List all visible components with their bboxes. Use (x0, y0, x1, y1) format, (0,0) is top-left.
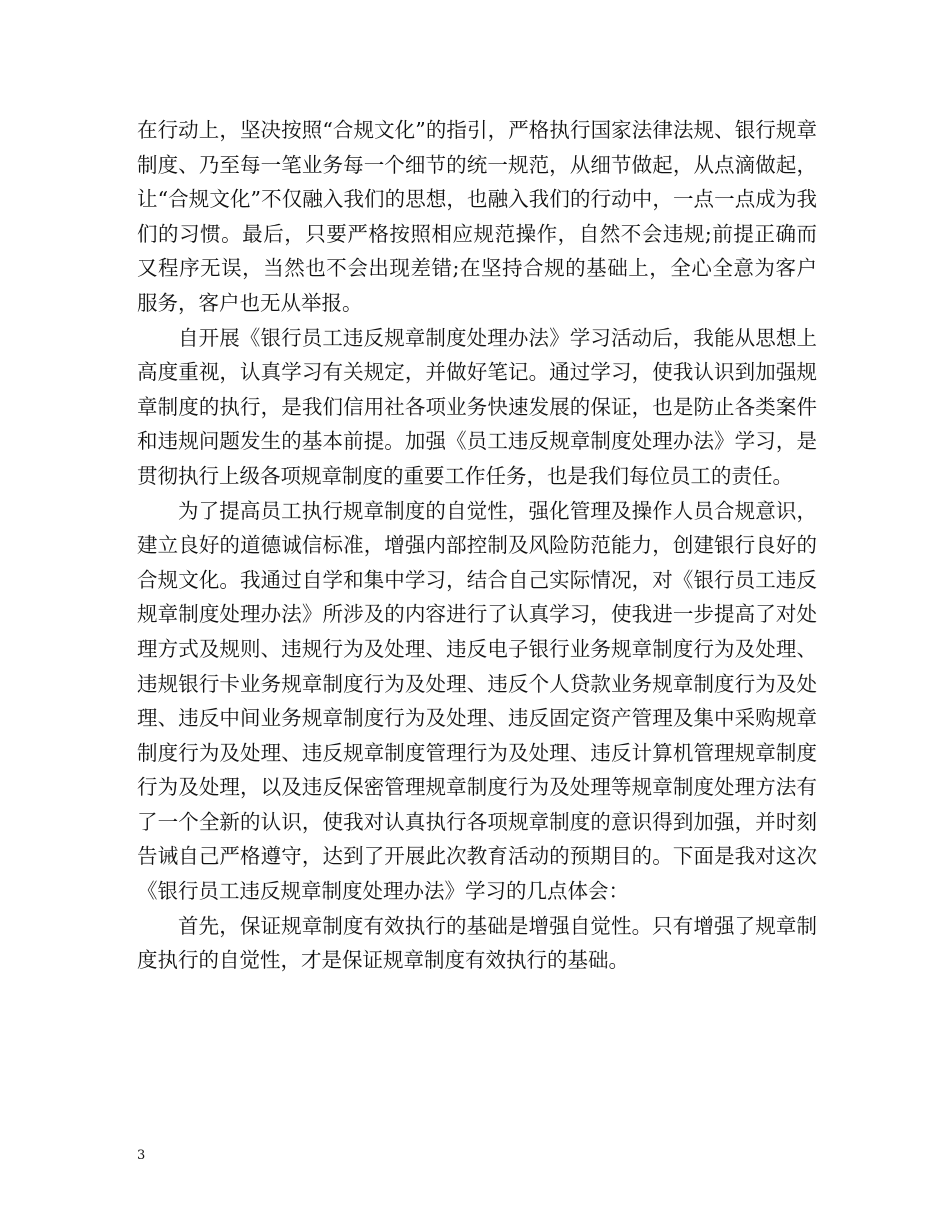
paragraph-study-activity: 自开展《银行员工违反规章制度处理办法》学习活动后，我能从思想上高度重视，认真学习有关规定，并做好笔记。通过学习，使我认识到加强规章制度的执行，是我们信用社各项业务快速发展的保证，也是防止各类案件和违规问题发生的基本前提。加强《员工违反规章制度处理办法》学习，是贯彻执行上级各项规章制度的重要工作任务，也是我们每位员工的责任。 (137, 325, 817, 488)
paragraph-compliance-awareness: 为了提高员工执行规章制度的自觉性，强化管理及操作人员合规意识，建立良好的道德诚信标准，增强内部控制及风险防范能力，创建银行良好的合规文化。我通过自学和集中学习，结合自己实际情况，对《银行员工违反规章制度处理办法》所涉及的内容进行了认真学习，使我进一步提高了对处理方式及规则、违规行为及处理、违反电子银行业务规章制度行为及处理、违规银行卡业务规章制度行为及处理、违反个人贷款业务规章制度行为及处理、违反中间业务规章制度行为及处理、违反固定资产管理及集中采购规章制度行为及处理、违反规章制度管理行为及处理、违反计算机管理规章制度行为及处理，以及违反保密管理规章制度行为及处理等规章制度处理方法有了一个全新的认识，使我对认真执行各项规章制度的意识得到加强，并时刻告诫自己严格遵守，达到了开展此次教育活动的预期目的。下面是我对这次《银行员工违反规章制度处理办法》学习的几点体会： (137, 498, 817, 904)
page-number: 3 (137, 1148, 146, 1163)
paragraph-first-point: 首先，保证规章制度有效执行的基础是增强自觉性。只有增强了规章制度执行的自觉性，才是保证规章制度有效执行的基础。 (137, 913, 817, 973)
paragraph-continuation: 在行动上，坚决按照“合规文化”的指引，严格执行国家法律法规、银行规章制度、乃至每一笔业务每一个细节的统一规范，从细节做起，从点滴做起，让“合规文化”不仅融入我们的思想，也融入我们的行动中，一点一点成为我们的习惯。最后，只要严格按照相应规范操作，自然不会违规;前提正确而又程序无误，当然也不会出现差错;在坚持合规的基础上，全心全意为客户服务，客户也无从举报。 (137, 118, 817, 315)
body-text (137, 113, 817, 978)
